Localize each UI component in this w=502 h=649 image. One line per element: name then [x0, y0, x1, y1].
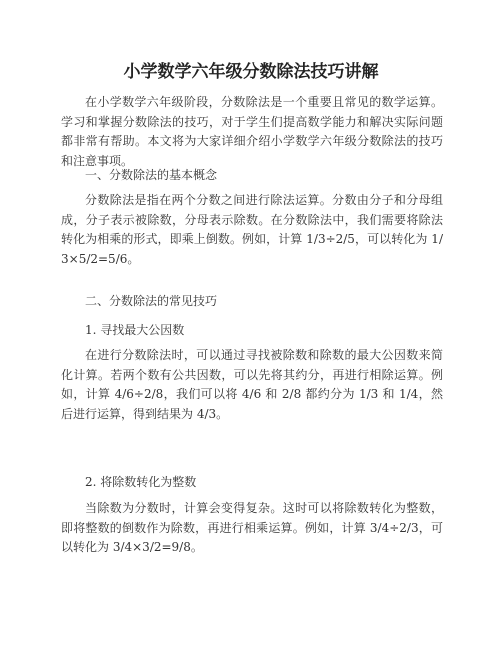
subsection-body-integer-divisor: 当除数为分数时，计算会变得复杂。这时可以将除数转化为整数，即将整数的倒数作为除数，再进行相乘运算。例如，计算 3/4÷2/3，可以转化为 3/4×3/2=9/8。 [61, 501, 443, 555]
intro-paragraph: 在小学数学六年级阶段，分数除法是一个重要且常见的数学运算。学习和掌握分数除法的技巧，对于学生们提高数学能力和解决实际问题都非常有帮助。本文将为大家详细介绍小学数学六年级分数除法的技巧和注意事项。 [61, 95, 443, 168]
document-title: 小学数学六年级分数除法技巧讲解 [123, 62, 379, 82]
section-heading-basic-concept: 一、分数除法的基本概念 [85, 168, 218, 182]
subsection-heading-integer-divisor: 2. 将除数转化为整数 [85, 475, 197, 489]
subsection-body-gcd: 在进行分数除法时，可以通过寻找被除数和除数的最大公因数来简化计算。若两个数有公共因数，可以先将其约分，再进行相除运算。例如，计算 4/6÷2/8，我们可以将 4/6 和 2/8 都约分为 1/3 和 1/4，然后进行运算，得到结果为 4/3。 [61, 348, 443, 421]
subsection-heading-gcd: 1. 寻找最大公因数 [85, 323, 185, 337]
section-heading-common-techniques: 二、分数除法的常见技巧 [85, 294, 218, 308]
section-body-basic-concept: 分数除法是指在两个分数之间进行除法运算。分数由分子和分母组成，分子表示被除数，分母表示除数。在分数除法中，我们需要将除法转化为相乘的形式，即乘上倒数。例如，计算 1/3÷2/5，可以转化为 1/3×5/2=5/6。 [61, 193, 443, 266]
